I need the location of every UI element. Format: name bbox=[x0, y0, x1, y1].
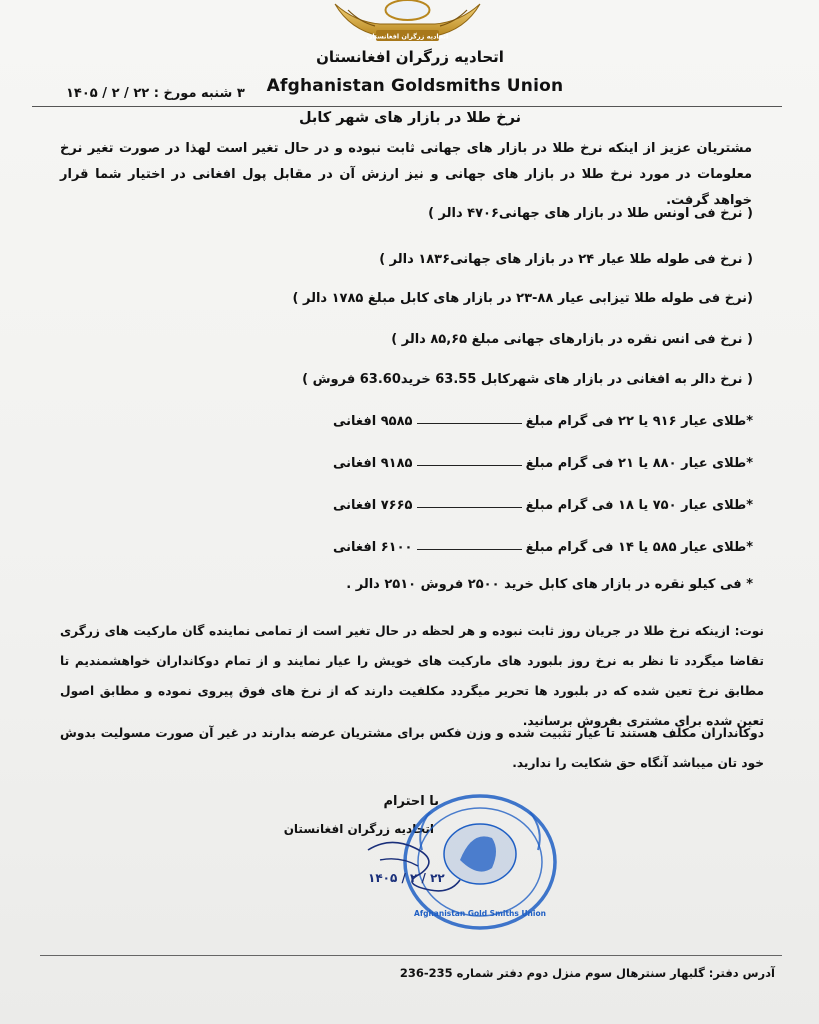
rate-line: ( نرخ دالر به افغانی در بازار های شهرکابل 63.55 خرید63.60 فروش ) bbox=[302, 372, 753, 387]
document-title: نرخ طلا در بازار های شهر کابل bbox=[298, 110, 522, 126]
rate-line: (نرخ فی طوله طلا تیزابی عیار ۸۸-۲۳ در بازار های کابل مبلغ ۱۷۸۵ دالر ) bbox=[292, 291, 753, 306]
note-paragraph: نوت: ازینکه نرخ طلا در جریان روز ثابت نبوده و هر لحظه در حال تغیر است از تمامی نماینده گان مارکیت های زرگری تقاضا میگردد تا نظر به نرخ روز بلبورد های مارکیت های خویش را عیار نمایند و از تمام دوکانداران خواهشمندیم تا مطابق نرخ تعین شده که در بلبورد ها تحریر میگردد مکلفیت دارند که از نرخ های فوق پیروی نموده و مطابق اصول تعین شده برای مشتری بفروش برسانید. bbox=[60, 624, 764, 728]
rate-line: ( نرخ فی طوله طلا عیار ۲۴ در بازار های جهانی۱۸۳۶ دالر ) bbox=[379, 252, 753, 267]
handwritten-date: ۱۴۰۵ / ۲ / ۲۲ bbox=[368, 871, 445, 885]
document-date: ۳ شنبه مورخ : ۲۲ / ۲ / ۱۴۰۵ bbox=[66, 86, 245, 101]
gold-price-label: *طلای عیار ۸۸۰ یا ۲۱ فی گرام مبلغ bbox=[525, 456, 753, 471]
org-name-fa: اتحادیه زرگران افغانستان bbox=[316, 48, 504, 66]
gold-price-value: ۹۵۸۵ افغانی bbox=[333, 414, 413, 429]
silver-rate: * فی کیلو نقره در بازار های کابل خرید ۲۵۰۰ فروش ۲۵۱۰ دالر . bbox=[346, 577, 753, 592]
dash-line bbox=[417, 498, 522, 508]
seal-text: Afghanistan Gold Smiths Union bbox=[414, 909, 546, 918]
closing-text: با احترام bbox=[383, 794, 439, 809]
footer-divider bbox=[40, 955, 782, 956]
gold-price-row bbox=[333, 540, 753, 555]
dash-line bbox=[417, 456, 522, 466]
gold-price-row bbox=[333, 498, 753, 513]
union-logo bbox=[330, 0, 485, 44]
intro-paragraph: مشتریان عزیز از اینکه نرخ طلا در بازار های جهانی ثابت نبوده و در حال تغیر است لهذا در صورت تغیر نرخ معلومات در مورد نرخ طلا در بازار های جهانی و نیز ارزش آن در مقابل پول افغانی در اختیار شما قرار خواهد گرفت. bbox=[60, 141, 752, 208]
handwritten-signature bbox=[360, 830, 470, 920]
gold-price-value: ۶۱۰۰ افغانی bbox=[333, 540, 413, 555]
gold-price-label: *طلای عیار ۷۵۰ یا ۱۸ فی گرام مبلغ bbox=[525, 498, 753, 513]
dash-line bbox=[417, 540, 522, 550]
gold-price-label: *طلای عیار ۹۱۶ یا ۲۲ فی گرام مبلغ bbox=[525, 414, 753, 429]
office-address: آدرس دفتر: گلبهار سنترهال سوم منزل دوم دفتر شماره 235-236 bbox=[399, 966, 775, 980]
header-divider bbox=[32, 106, 782, 107]
gold-price-value: ۷۶۶۵ افغانی bbox=[333, 498, 413, 513]
rate-line: ( نرخ فی اونس طلا در بازار های جهانی۴۷۰۶ دالر ) bbox=[428, 206, 753, 221]
signature-org: اتحادیه زرگران افغانستان bbox=[283, 822, 434, 836]
gold-price-value: ۹۱۸۵ افغانی bbox=[333, 456, 413, 471]
notice-paragraph: دوکانداران مکلف هستند تا عیار تثبیت شده و وزن فکس برای مشتریان عرضه بدارند در غیر آن صورت مسولیت بدوش خود تان میباشد آنگاه حق شکایت را ندارید. bbox=[60, 726, 764, 770]
org-name-en: Afghanistan Goldsmiths Union bbox=[266, 76, 564, 96]
gold-price-row bbox=[333, 456, 753, 471]
logo-text: اتحادیه زرگران افغانستان bbox=[366, 32, 449, 41]
gold-price-label: *طلای عیار ۵۸۵ یا ۱۴ فی گرام مبلغ bbox=[525, 540, 753, 555]
gold-price-row bbox=[333, 414, 753, 429]
dash-line bbox=[417, 414, 522, 424]
rate-line: ( نرخ فی انس نقره در بازارهای جهانی مبلغ ۸۵,۶۵ دالر ) bbox=[391, 332, 753, 347]
